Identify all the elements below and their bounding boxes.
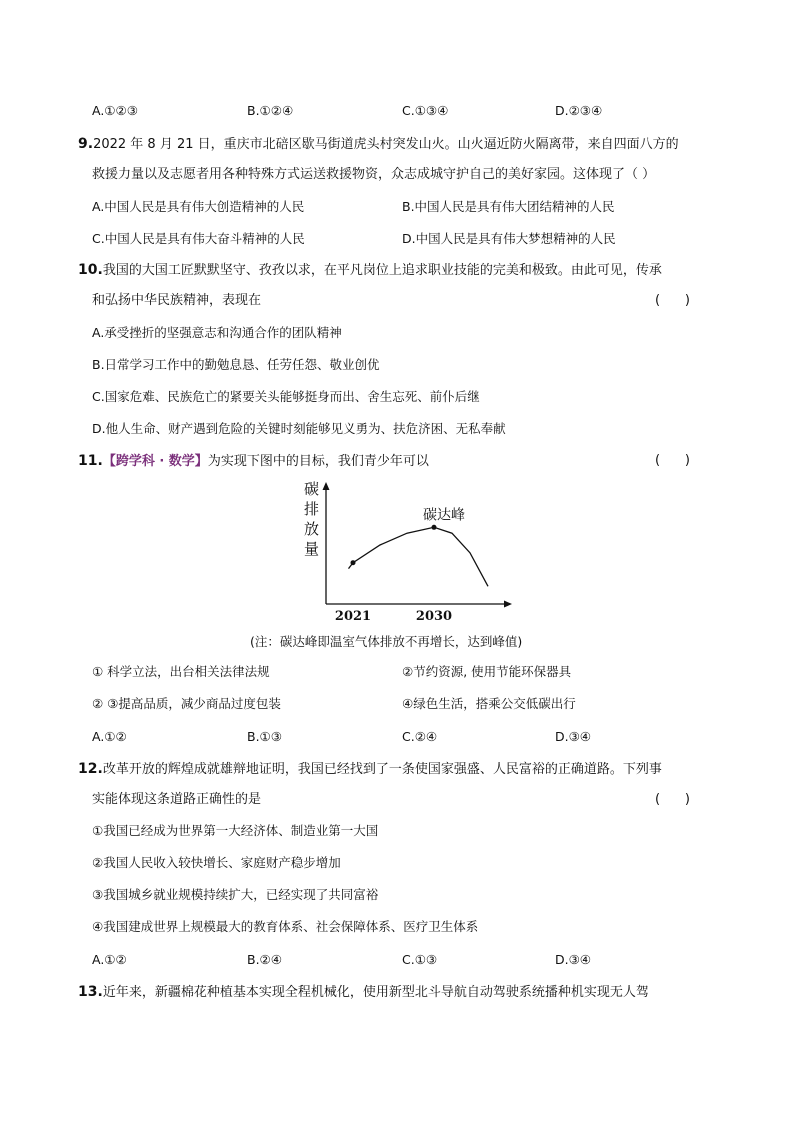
- option-c: C.①③④: [402, 103, 449, 118]
- option-a: A.①②: [92, 729, 127, 744]
- statement-3: ③我国城乡就业规模持续扩大，已经实现了共同富裕: [92, 887, 379, 902]
- x-tick-label: 2030: [415, 609, 453, 624]
- option-d: D.②③④: [555, 103, 603, 118]
- question-number: 10.: [78, 262, 103, 278]
- y-axis-label-char: 排: [304, 500, 320, 518]
- question-text-cont: 救援力量以及志愿者用各种特殊方式运送救援物资，众志成城守护自己的美好家园。这体现了（ ）: [92, 167, 656, 182]
- statement-1: ①我国已经成为世界第一大经济体、制造业第一大国: [92, 823, 379, 838]
- answer-parentheses: ( ): [655, 792, 690, 807]
- subject-tag: 【跨学科 · 数学】: [102, 454, 208, 469]
- data-point: [351, 560, 356, 565]
- data-point: [432, 525, 437, 530]
- option-b: B.①②④: [247, 103, 294, 118]
- question-number: 12.: [78, 761, 103, 777]
- option-c: C.国家危难、民族危亡的紧要关头能够挺身而出、舍生忘死、前仆后继: [92, 389, 480, 404]
- question-text: 2022 年 8 月 21 日，重庆市北碚区歇马街道虎头村突发山火。山火逼近防火隔离带，来自四面八方的: [93, 137, 679, 152]
- option-b: B.日常学习工作中的勤勉息恳、任劳任怨、敬业创优: [92, 357, 380, 372]
- question-number: 9.: [78, 136, 94, 152]
- x-tick-label: 2021: [334, 609, 372, 624]
- option-c: C.中国人民是具有伟大奋斗精神的人民: [92, 231, 305, 246]
- option-d: D.他人生命、财产遇到危险的关键时刻能够见义勇为、扶危济困、无私奉献: [92, 421, 506, 436]
- question-number: 13.: [78, 984, 103, 1000]
- option-b: B.①③: [247, 729, 282, 744]
- statement-2: ②节约资源, 使用节能环保器具: [402, 664, 572, 679]
- option-d: D.中国人民是具有伟大梦想精神的人民: [402, 231, 616, 246]
- option-a: A.①②: [92, 952, 127, 967]
- carbon-peak-chart: [298, 478, 518, 628]
- option-b: B.中国人民是具有伟大团结精神的人民: [402, 199, 615, 214]
- chart-svg: [298, 478, 518, 628]
- question-text-cont: 和弘扬中华民族精神，表现在: [92, 293, 262, 308]
- statement-2: ②我国人民收入较快增长、家庭财产稳步增加: [92, 855, 341, 870]
- y-axis-label-char: 量: [304, 540, 320, 558]
- option-c: C.②④: [402, 729, 438, 744]
- option-c: C.①③: [402, 952, 438, 967]
- option-b: B.②④: [247, 952, 282, 967]
- answer-parentheses: ( ): [655, 293, 690, 308]
- y-axis-label-char: 放: [304, 520, 320, 538]
- option-a: A.中国人民是具有伟大创造精神的人民: [92, 199, 305, 214]
- y-axis-arrow: [323, 482, 330, 490]
- question-text: 近年来，新疆棉花种植基本实现全程机械化，使用新型北斗导航自动驾驶系统播种机实现无人驾: [102, 985, 649, 1000]
- question-text-cont: 实能体现这条道路正确性的是: [92, 792, 262, 807]
- series-line: [349, 527, 489, 586]
- y-axis-label-char: 碳: [304, 480, 320, 498]
- question-number: 11.: [78, 453, 103, 469]
- statement-4: ④绿色生活，搭乘公交低碳出行: [402, 696, 576, 711]
- statement-3: ② ③提高品质，减少商品过度包装: [92, 696, 281, 711]
- answer-parentheses: ( ): [655, 453, 690, 468]
- option-a: A.承受挫折的坚强意志和沟通合作的团队精神: [92, 325, 342, 340]
- question-text: 为实现下图中的目标，我们青少年可以: [207, 454, 429, 469]
- option-a: A.①②③: [92, 103, 138, 118]
- chart-note: (注：碳达峰即温室气体排放不再增长，达到峰值): [250, 634, 523, 649]
- option-d: D.③④: [555, 952, 592, 967]
- statement-4: ④我国建成世界上规模最大的教育体系、社会保障体系、医疗卫生体系: [92, 919, 479, 934]
- x-axis-arrow: [504, 601, 512, 608]
- option-d: D.③④: [555, 729, 592, 744]
- annotation-label: 碳达峰: [423, 507, 465, 524]
- question-text: 我国的大国工匠默默坚守、孜孜以求，在平凡岗位上追求职业技能的完美和极致。由此可见，传承: [102, 263, 662, 278]
- statement-1: ① 科学立法，出台相关法律法规: [92, 664, 270, 679]
- question-text: 改革开放的辉煌成就雄辩地证明，我国已经找到了一条使国家强盛、人民富裕的正确道路。下列事: [102, 762, 662, 777]
